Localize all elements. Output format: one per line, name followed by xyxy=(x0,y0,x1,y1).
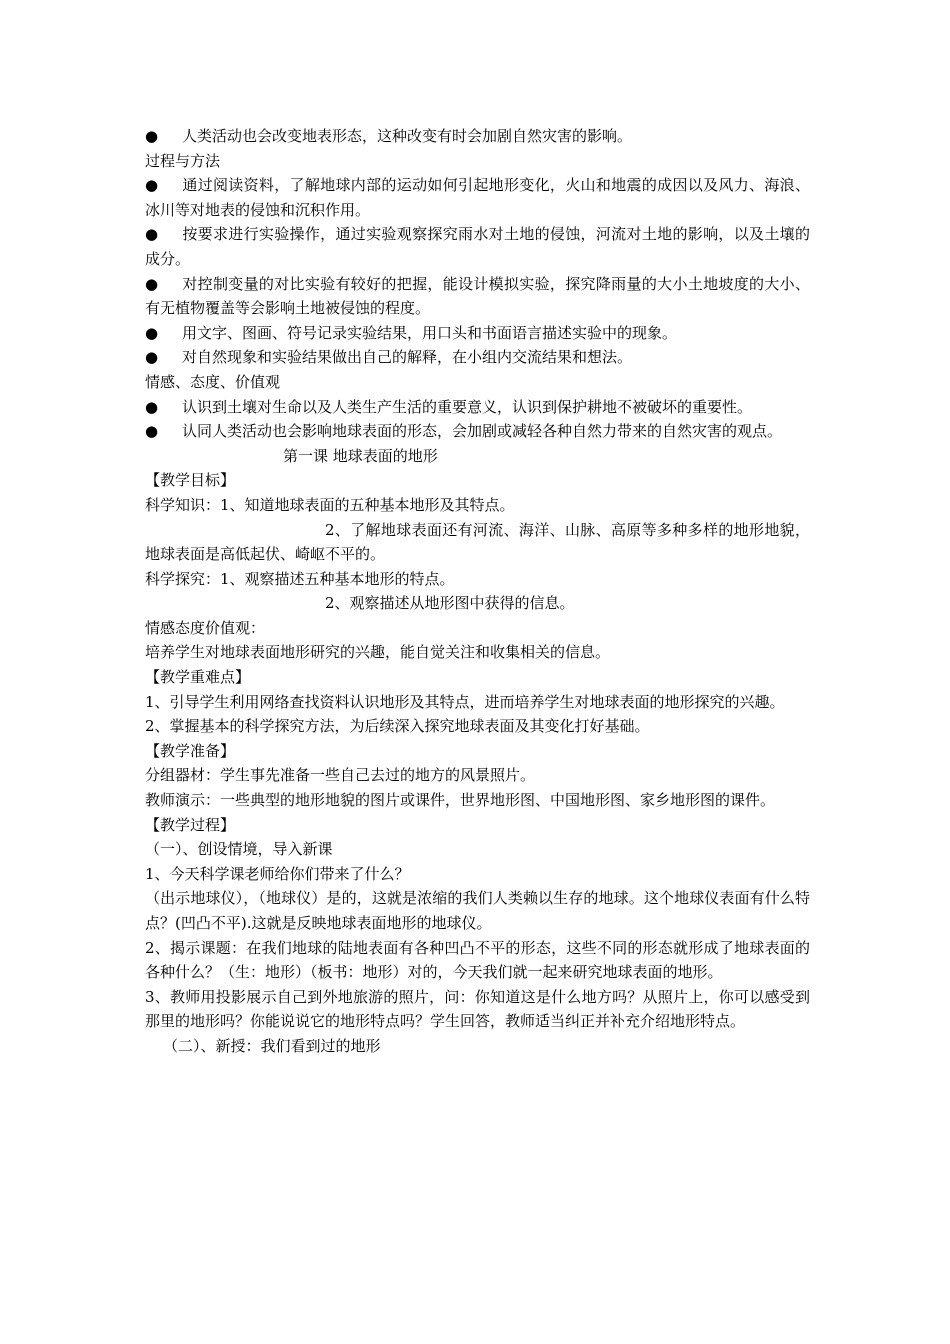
step1-heading: （一）、创设情境，导入新课 xyxy=(145,840,333,859)
bullet-item xyxy=(145,321,810,346)
step1-question-3: 3、教师用投影展示自己到外地旅游的照片，问：你知道这是什么地方吗？从照片上，你可以感受到那里的地形吗？你能说说它的地形特点吗？学生回答，教师适当纠正并补充介绍地形特点。 xyxy=(145,987,810,1031)
inquiry-item-2: 2、观察描述从地形图中获得的信息。 xyxy=(325,594,575,613)
bullet-text: 用文字、图画、符号记录实验结果，用口头和书面语言描述实验中的现象。 xyxy=(182,323,678,342)
bullet-icon: ● xyxy=(145,323,159,342)
inquiry-item-1: 科学探究：1、观察描述五种基本地形的特点。 xyxy=(145,569,455,588)
bullet-text: 按要求进行实验操作，通过实验观察探究雨水对土地的侵蚀，河流对土地的影响，以及土壤的成分。 xyxy=(145,225,810,268)
bullet-item xyxy=(145,173,810,222)
bullet-text: 通过阅读资料，了解地球内部的运动如何引起地形变化，火山和地震的成因以及风力、海浪、冰川等对地表的侵蚀和沉积作用。 xyxy=(145,176,810,219)
step1-question-1: 1、今天科学课老师给你们带来了什么？ xyxy=(145,864,410,883)
bullet-text: 人类活动也会改变地表形态，这种改变有时会加剧自然灾害的影响。 xyxy=(182,127,633,145)
bullet-item xyxy=(145,395,810,420)
knowledge-item-1: 科学知识：1、知道地球表面的五种基本地形及其特点。 xyxy=(145,495,515,514)
section-heading-process: 过程与方法 xyxy=(145,151,221,170)
knowledge-item-2: 2、了解地球表面还有河流、海洋、山脉、高原等多种多样的地形地貌，地球表面是高低起伏、崎岖不平的。 xyxy=(145,520,810,564)
bullet-icon: ● xyxy=(145,225,159,244)
bullet-icon: ● xyxy=(145,274,159,293)
prep-group: 分组器材：学生事先准备一些自己去过的地方的风景照片。 xyxy=(145,766,536,785)
keypoint-heading: 【教学重难点】 xyxy=(145,668,251,687)
bullet-text: 对控制变量的对比实验有较好的把握，能设计模拟实验，探究降雨量的大小土地坡度的大小、有无植物覆盖等会影响土地被侵蚀的程度。 xyxy=(145,274,810,318)
lesson-title: 第一课 地球表面的地形 xyxy=(283,446,438,465)
bullet-text: 认同人类活动也会影响地球表面的形态，会加剧或减轻各种自然力带来的自然灾害的观点。 xyxy=(182,422,783,441)
bullet-item xyxy=(145,345,810,370)
goal-heading: 【教学目标】 xyxy=(145,471,236,490)
section-heading-emotion: 情感、态度、价值观 xyxy=(145,372,281,391)
bullet-icon: ● xyxy=(145,348,159,367)
process-heading: 【教学过程】 xyxy=(145,815,236,834)
prep-heading: 【教学准备】 xyxy=(145,741,236,760)
bullet-item xyxy=(145,222,810,271)
bullet-item xyxy=(145,419,810,444)
bullet-item xyxy=(145,272,810,321)
bullet-icon: ● xyxy=(145,127,159,145)
step2-heading: （二）、新授：我们看到过的地形 xyxy=(163,1036,381,1055)
attitude-text: 培养学生对地球表面地形研究的兴趣，能自觉关注和收集相关的信息。 xyxy=(145,643,611,662)
bullet-icon: ● xyxy=(145,176,159,195)
prep-teacher: 教师演示：一些典型的地形地貌的图片或课件，世界地形图、中国地形图、家乡地形图的课件。 xyxy=(145,791,776,810)
keypoint-item-1: 1、引导学生利用网络查找资料认识地形及其特点，进而培养学生对地球表面的地形探究的兴趣。 xyxy=(145,692,785,711)
bullet-item xyxy=(145,124,810,149)
document-page xyxy=(145,124,810,1059)
bullet-text: 对自然现象和实验结果做出自己的解释，在小组内交流结果和想法。 xyxy=(182,348,633,367)
keypoint-item-2: 2、掌握基本的科学探究方法，为后续深入探究地球表面及其变化打好基础。 xyxy=(145,717,650,736)
step1-answer-1: （出示地球仪），（地球仪）是的，这就是浓缩的我们人类赖以生存的地球。这个地球仪表面有什么特点？(凹凸不平).这就是反映地球表面地形的地球仪。 xyxy=(145,889,810,932)
bullet-text: 认识到土壤对生命以及人类生产生活的重要意义，认识到保护耕地不被破坏的重要性。 xyxy=(182,397,753,416)
attitude-label: 情感态度价值观： xyxy=(145,618,266,637)
bullet-icon: ● xyxy=(145,422,159,441)
bullet-icon: ● xyxy=(145,397,159,416)
step1-question-2: 2、揭示课题：在我们地球的陆地表面有各种凹凸不平的形态，这些不同的形态就形成了地球表面的各种什么？（生：地形）（板书：地形）对的，今天我们就一起来研究地球表面的地形。 xyxy=(145,938,810,982)
